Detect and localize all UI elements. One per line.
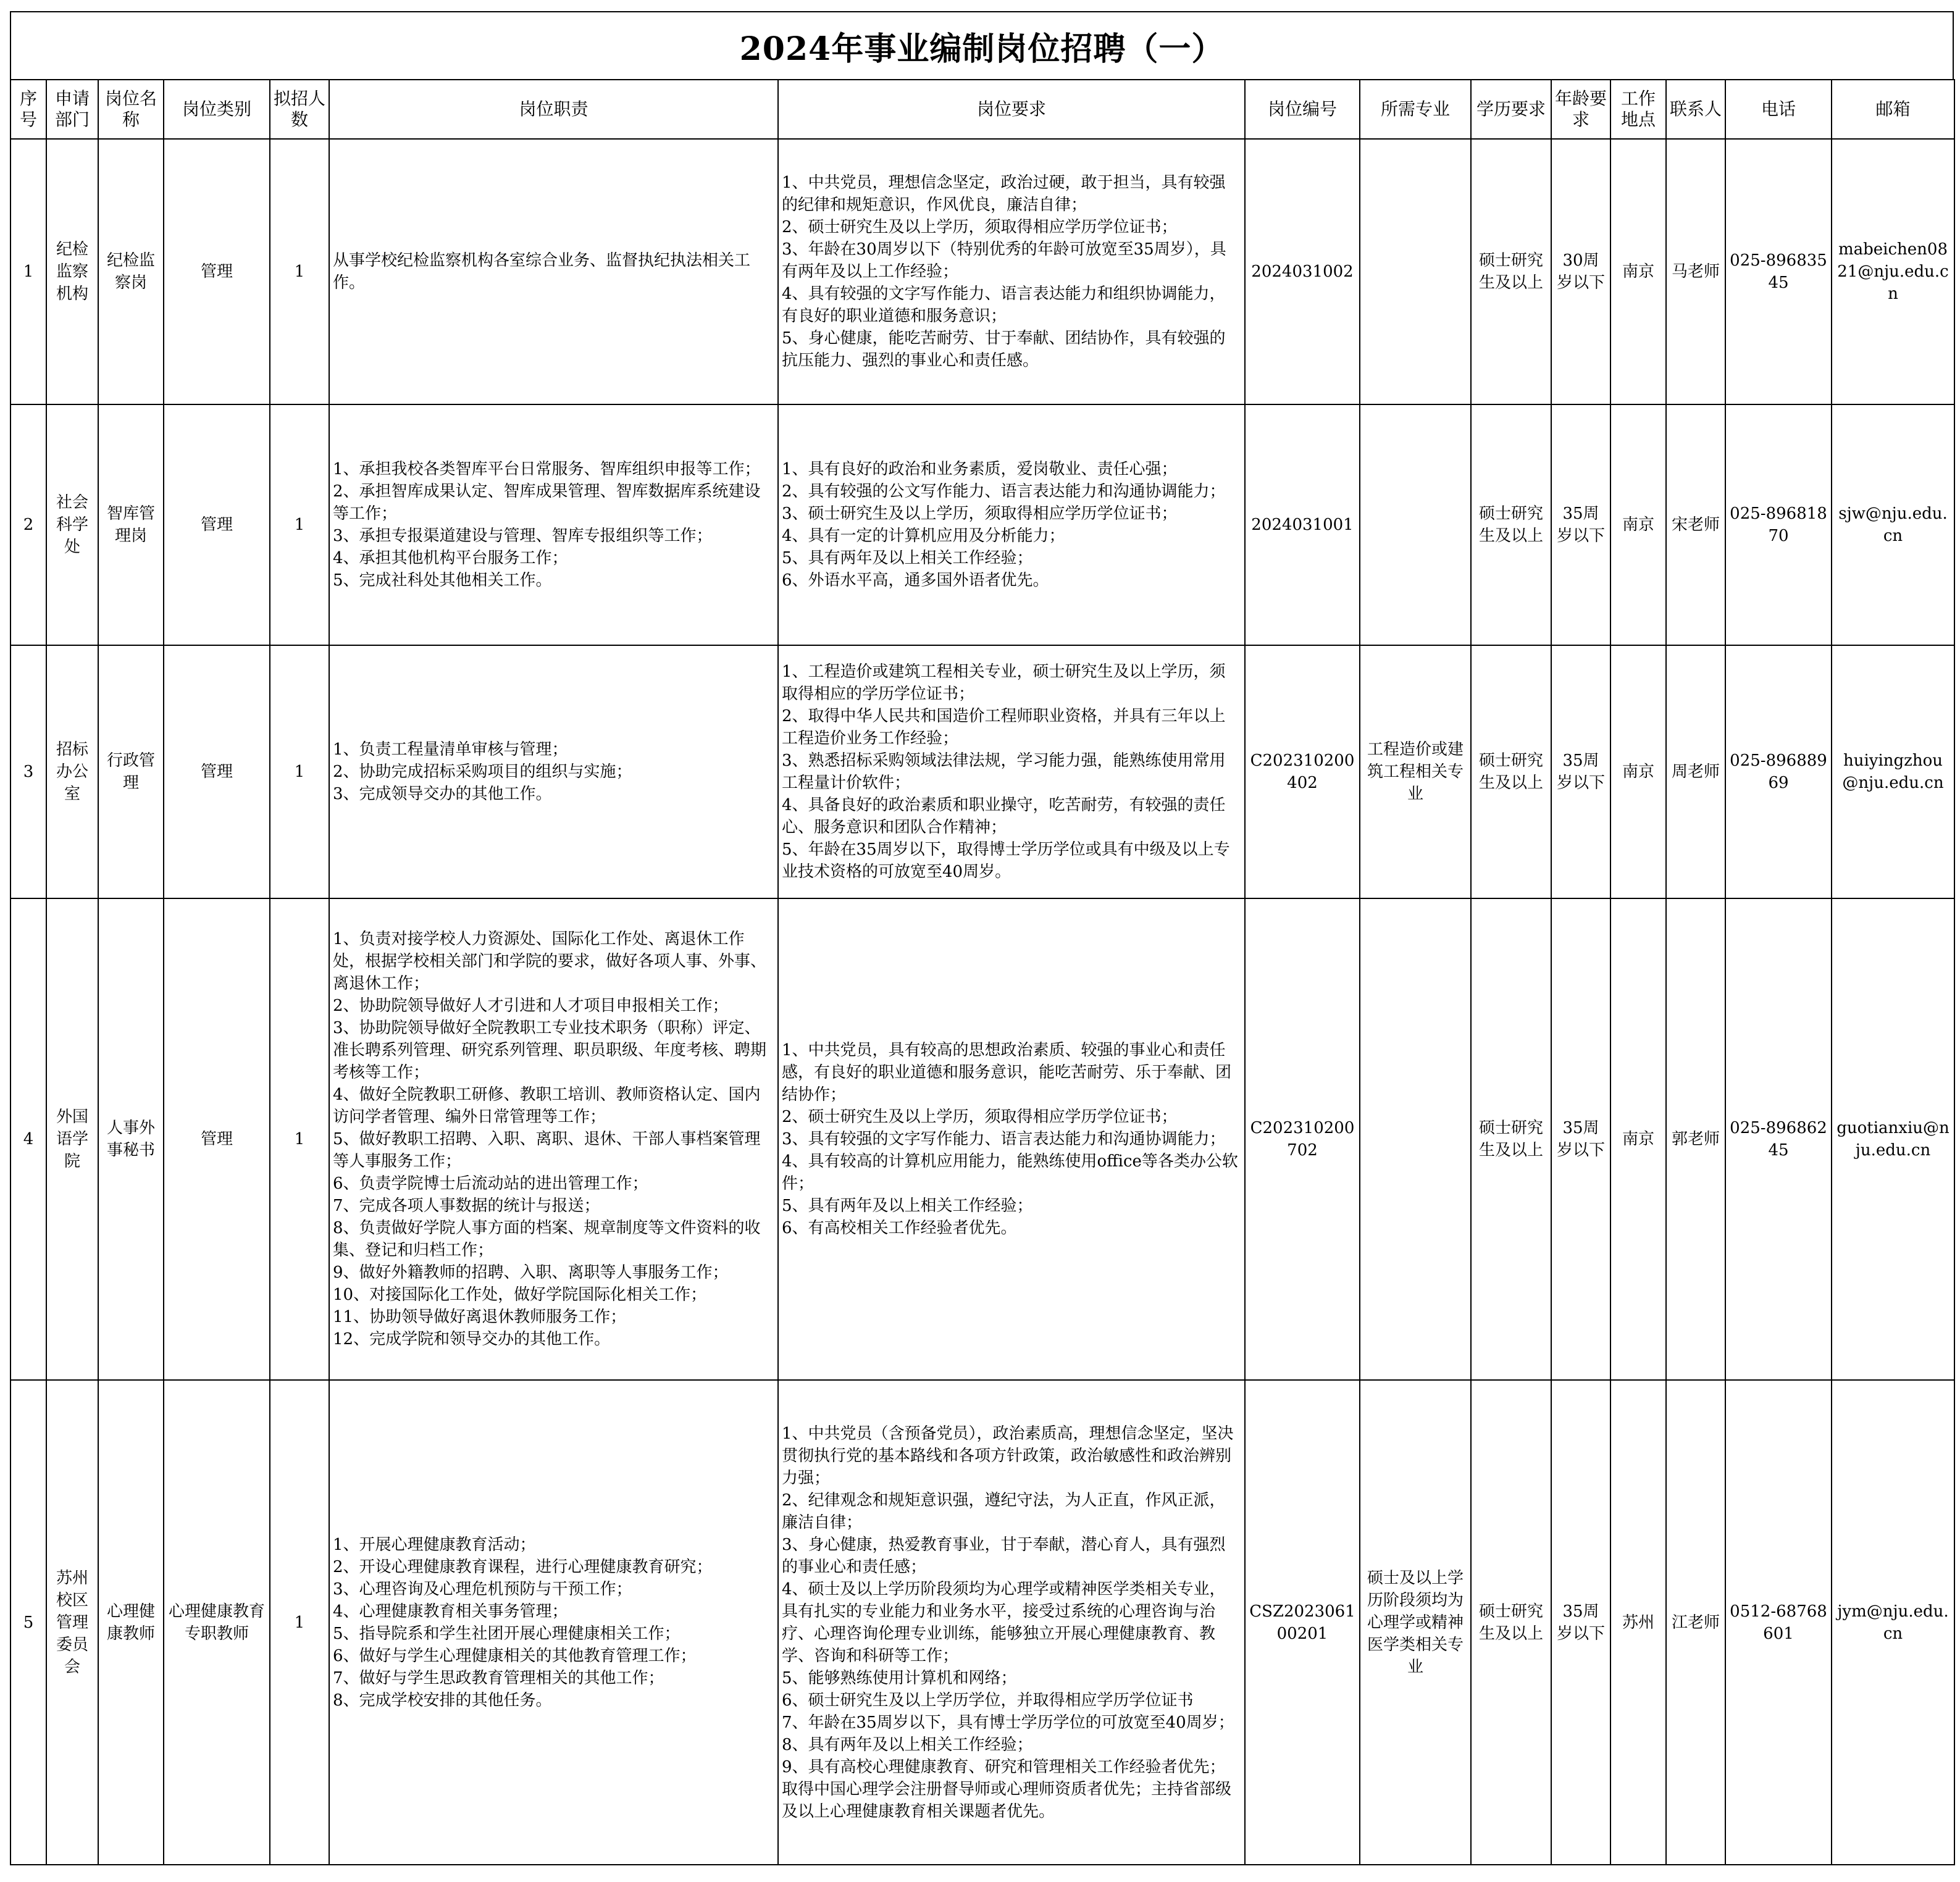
cell-email: guotianxiu@nju.edu.cn — [1832, 898, 1954, 1380]
cell-count: 1 — [270, 404, 329, 645]
cell-phone: 025-89688969 — [1725, 645, 1832, 898]
cell-requirements — [778, 404, 1245, 645]
cell-count: 1 — [270, 139, 329, 404]
cell-category: 心理健康教育专职教师 — [164, 1380, 270, 1865]
list-line: 2、承担智库成果认定、智库成果管理、智库数据库系统建设等工作； — [333, 482, 761, 523]
cell-location: 苏州 — [1610, 1380, 1666, 1865]
cell-email: sjw@nju.edu.cn — [1832, 404, 1954, 645]
cell-code: 2024031002 — [1245, 139, 1360, 404]
cell-count: 1 — [270, 1380, 329, 1865]
list-line: 1、开展心理健康教育活动； — [333, 1535, 536, 1554]
cell-code: C202310200702 — [1245, 898, 1360, 1380]
list-line: 从事学校纪检监察机构各室综合业务、监督执纪执法相关工作。 — [333, 251, 751, 292]
list-line: 8、完成学校安排的其他任务。 — [333, 1691, 552, 1710]
cell-dept: 外国语学院 — [46, 898, 98, 1380]
list-line: 5、具有两年及以上相关工作经验； — [782, 1197, 1033, 1215]
cell-contact: 郭老师 — [1666, 898, 1725, 1380]
list-line: 5、身心健康，能吃苦耐劳、甘于奉献、团结协作，具有较强的抗压能力、强烈的事业心和责任感。 — [782, 329, 1226, 370]
list-line: 6、外语水平高，通多国外语者优先。 — [782, 571, 1049, 590]
list-line: 1、中共党员，具有较高的思想政治素质、较强的事业心和责任感，有良好的职业道德和服务意识，能吃苦耐劳、乐于奉献、团结协作； — [782, 1041, 1232, 1104]
cell-no: 2 — [10, 404, 46, 645]
header-category: 岗位类别 — [164, 80, 270, 139]
list-line: 4、心理健康教育相关事务管理； — [333, 1602, 568, 1621]
header-count: 拟招人数 — [270, 80, 329, 139]
list-line: 1、具有良好的政治和业务素质，爱岗敬业、责任心强； — [782, 460, 1178, 479]
header-row — [10, 80, 1954, 139]
cell-no: 4 — [10, 898, 46, 1380]
list-line: 2、协助完成招标采购项目的组织与实施； — [333, 763, 632, 781]
list-line: 2、协助院领导做好人才引进和人才项目申报相关工作； — [333, 997, 729, 1015]
cell-category: 管理 — [164, 645, 270, 898]
list-line: 7、完成各项人事数据的统计与报送； — [333, 1197, 600, 1215]
cell-dept: 苏州校区管理委员会 — [46, 1380, 98, 1865]
header-contact: 联系人 — [1666, 80, 1725, 139]
table-row — [10, 139, 1954, 404]
cell-age: 35周岁以下 — [1551, 1380, 1610, 1865]
list-line: 3、具有较强的文字写作能力、语言表达能力和沟通协调能力； — [782, 1130, 1226, 1148]
header-duties: 岗位职责 — [329, 80, 778, 139]
list-line: 2、硕士研究生及以上学历，须取得相应学历学位证书； — [782, 218, 1178, 236]
header-no: 序号 — [10, 80, 46, 139]
list-line: 7、年龄在35周岁以下，具有博士学历学位的可放宽至40周岁； — [782, 1713, 1234, 1732]
list-line: 2、纪律观念和规矩意识强，遵纪守法，为人正直，作风正派，廉洁自律； — [782, 1491, 1226, 1532]
cell-major — [1360, 898, 1471, 1380]
list-line: 6、硕士研究生及以上学历学位，并取得相应学历学位证书 — [782, 1691, 1194, 1710]
cell-contact: 江老师 — [1666, 1380, 1725, 1865]
cell-phone: 025-89683545 — [1725, 139, 1832, 404]
cell-post: 人事外事秘书 — [98, 898, 164, 1380]
list-line: 2、硕士研究生及以上学历，须取得相应学历学位证书； — [782, 1108, 1178, 1126]
cell-contact: 马老师 — [1666, 139, 1725, 404]
list-line: 11、协助领导做好离退休教师服务工作； — [333, 1308, 627, 1326]
header-location: 工作地点 — [1610, 80, 1666, 139]
list-line: 3、完成领导交办的其他工作。 — [333, 785, 552, 803]
cell-duties — [329, 645, 778, 898]
cell-no: 3 — [10, 645, 46, 898]
page-title: 2024年事业编制岗位招聘（一） — [10, 11, 1954, 79]
list-line: 4、硕士及以上学历阶段须均为心理学或精神医学类相关专业，具有扎实的专业能力和业务水平，接受过系统的心理咨询与治疗、心理咨询伦理专业训练，能够独立开展心理健康教育、教学、咨询和科研等工作； — [782, 1579, 1226, 1665]
list-line: 1、中共党员（含预备党员），政治素质高，理想信念坚定，坚决贯彻执行党的基本路线和各项方针政策，政治敏感性和政治辨别力强； — [782, 1424, 1234, 1487]
cell-code: CSZ202306100201 — [1245, 1380, 1360, 1865]
list-line: 2、取得中华人民共和国造价工程师职业资格，并具有三年以上工程造价业务工作经验； — [782, 707, 1226, 748]
cell-email: huiyingzhou@nju.edu.cn — [1832, 645, 1954, 898]
header-phone: 电话 — [1725, 80, 1832, 139]
list-line: 5、年龄在35周岁以下，取得博士学历学位或具有中级及以上专业技术资格的可放宽至40周岁。 — [782, 840, 1230, 881]
cell-age: 30周岁以下 — [1551, 139, 1610, 404]
list-line: 1、工程造价或建筑工程相关专业，硕士研究生及以上学历，须取得相应的学历学位证书； — [782, 663, 1226, 703]
list-line: 8、具有两年及以上相关工作经验； — [782, 1735, 1033, 1754]
cell-location: 南京 — [1610, 139, 1666, 404]
cell-age: 35周岁以下 — [1551, 645, 1610, 898]
list-line: 4、具有较高的计算机应用能力，能熟练使用office等各类办公软件； — [782, 1152, 1238, 1193]
cell-requirements — [778, 645, 1245, 898]
cell-category: 管理 — [164, 898, 270, 1380]
list-line: 5、完成社科处其他相关工作。 — [333, 571, 552, 590]
cell-dept: 招标办公室 — [46, 645, 98, 898]
cell-post: 智库管理岗 — [98, 404, 164, 645]
table-row — [10, 898, 1954, 1380]
cell-post: 心理健康教师 — [98, 1380, 164, 1865]
list-line: 1、负责工程量清单审核与管理； — [333, 740, 568, 759]
cell-major: 硕士及以上学历阶段须均为心理学或精神医学类相关专业 — [1360, 1380, 1471, 1865]
cell-duties — [329, 139, 778, 404]
cell-duties — [329, 404, 778, 645]
cell-requirements — [778, 1380, 1245, 1865]
list-line: 6、做好与学生心理健康相关的其他教育管理工作； — [333, 1646, 697, 1665]
table-row — [10, 1380, 1954, 1865]
cell-phone: 0512-68768601 — [1725, 1380, 1832, 1865]
cell-education: 硕士研究生及以上 — [1471, 139, 1551, 404]
list-line: 4、具备良好的政治素质和职业操守，吃苦耐劳，有较强的责任心、服务意识和团队合作精神； — [782, 796, 1226, 837]
header-education: 学历要求 — [1471, 80, 1551, 139]
table-row — [10, 645, 1954, 898]
header-code: 岗位编号 — [1245, 80, 1360, 139]
cell-duties — [329, 898, 778, 1380]
header-requirements: 岗位要求 — [778, 80, 1245, 139]
cell-contact: 周老师 — [1666, 645, 1725, 898]
list-line: 3、年龄在30周岁以下（特别优秀的年龄可放宽至35周岁），具有两年及以上工作经验； — [782, 240, 1226, 281]
list-line: 12、完成学院和领导交办的其他工作。 — [333, 1330, 611, 1349]
cell-education: 硕士研究生及以上 — [1471, 898, 1551, 1380]
recruitment-table — [10, 79, 1955, 1865]
cell-code: C202310200402 — [1245, 645, 1360, 898]
cell-no: 5 — [10, 1380, 46, 1865]
cell-education: 硕士研究生及以上 — [1471, 404, 1551, 645]
list-line: 5、做好教职工招聘、入职、离职、退休、干部人事档案管理等人事服务工作； — [333, 1130, 761, 1171]
list-line: 6、负责学院博士后流动站的进出管理工作； — [333, 1174, 648, 1193]
cell-post: 纪检监察岗 — [98, 139, 164, 404]
cell-post: 行政管理 — [98, 645, 164, 898]
cell-category: 管理 — [164, 404, 270, 645]
list-line: 7、做好与学生思政教育管理相关的其他工作； — [333, 1668, 664, 1688]
cell-major: 工程造价或建筑工程相关专业 — [1360, 645, 1471, 898]
list-line: 3、承担专报渠道建设与管理、智库专报组织等工作； — [333, 527, 713, 545]
cell-phone: 025-89686245 — [1725, 898, 1832, 1380]
list-line: 8、负责做好学院人事方面的档案、规章制度等文件资料的收集、登记和归档工作； — [333, 1219, 761, 1260]
list-line: 2、具有较强的公文写作能力、语言表达能力和沟通协调能力； — [782, 482, 1226, 501]
list-line: 2、开设心理健康教育课程，进行心理健康教育研究； — [333, 1557, 713, 1576]
list-line: 3、熟悉招标采购领域法律法规，学习能力强，能熟练使用常用工程量计价软件； — [782, 751, 1226, 792]
list-line: 3、硕士研究生及以上学历，须取得相应学历学位证书； — [782, 504, 1178, 523]
cell-count: 1 — [270, 645, 329, 898]
list-line: 3、心理咨询及心理危机预防与干预工作； — [333, 1579, 632, 1599]
cell-contact: 宋老师 — [1666, 404, 1725, 645]
cell-phone: 025-89681870 — [1725, 404, 1832, 645]
header-major: 所需专业 — [1360, 80, 1471, 139]
cell-education: 硕士研究生及以上 — [1471, 1380, 1551, 1865]
cell-count: 1 — [270, 898, 329, 1380]
table-row — [10, 404, 1954, 645]
list-line: 1、承担我校各类智库平台日常服务、智库组织申报等工作； — [333, 460, 761, 479]
list-line: 4、做好全院教职工研修、教职工培训、教师资格认定、国内访问学者管理、编外日常管理等工作； — [333, 1085, 761, 1126]
cell-age: 35周岁以下 — [1551, 404, 1610, 645]
header-email: 邮箱 — [1832, 80, 1954, 139]
list-line: 3、身心健康，热爱教育事业，甘于奉献，潜心育人，具有强烈的事业心和责任感； — [782, 1535, 1226, 1576]
list-line: 5、能够熟练使用计算机和网络； — [782, 1668, 1017, 1688]
list-line: 3、协助院领导做好全院教职工专业技术职务（职称）评定、准长聘系列管理、研究系列管理、职员职级、年度考核、聘期考核等工作； — [333, 1019, 767, 1082]
list-line: 4、具有较强的文字写作能力、语言表达能力和组织协调能力，有良好的职业道德和服务意识； — [782, 285, 1226, 325]
cell-location: 南京 — [1610, 898, 1666, 1380]
list-line: 9、具有高校心理健康教育、研究和管理相关工作经验者优先；取得中国心理学会注册督导师或心理师资质者优先；主持省部级及以上心理健康教育相关课题者优先。 — [782, 1757, 1232, 1821]
cell-dept: 社会科学处 — [46, 404, 98, 645]
header-age: 年龄要求 — [1551, 80, 1610, 139]
header-dept: 申请部门 — [46, 80, 98, 139]
cell-category: 管理 — [164, 139, 270, 404]
list-line: 6、有高校相关工作经验者优先。 — [782, 1219, 1017, 1237]
list-line: 9、做好外籍教师的招聘、入职、离职等人事服务工作； — [333, 1263, 729, 1282]
list-line: 1、负责对接学校人力资源处、国际化工作处、离退休工作处，根据学校相关部门和学院的要求，做好各项人事、外事、离退休工作； — [333, 930, 767, 993]
cell-no: 1 — [10, 139, 46, 404]
list-line: 5、指导院系和学生社团开展心理健康相关工作； — [333, 1624, 681, 1643]
cell-major — [1360, 404, 1471, 645]
cell-code: 2024031001 — [1245, 404, 1360, 645]
list-line: 10、对接国际化工作处，做好学院国际化相关工作； — [333, 1286, 707, 1304]
cell-email: mabeichen0821@nju.edu.cn — [1832, 139, 1954, 404]
recruitment-sheet — [10, 11, 1954, 1865]
list-line: 4、具有一定的计算机应用及分析能力； — [782, 527, 1065, 545]
cell-duties — [329, 1380, 778, 1865]
list-line: 5、具有两年及以上相关工作经验； — [782, 549, 1033, 567]
cell-location: 南京 — [1610, 645, 1666, 898]
cell-requirements — [778, 898, 1245, 1380]
list-line: 1、中共党员，理想信念坚定，政治过硬，敢于担当，具有较强的纪律和规矩意识，作风优良，廉洁自律； — [782, 174, 1226, 214]
list-line: 4、承担其他机构平台服务工作； — [333, 549, 568, 567]
cell-education: 硕士研究生及以上 — [1471, 645, 1551, 898]
header-post: 岗位名称 — [98, 80, 164, 139]
cell-major — [1360, 139, 1471, 404]
cell-age: 35周岁以下 — [1551, 898, 1610, 1380]
cell-location: 南京 — [1610, 404, 1666, 645]
cell-requirements — [778, 139, 1245, 404]
cell-email: jym@nju.edu.cn — [1832, 1380, 1954, 1865]
cell-dept: 纪检监察机构 — [46, 139, 98, 404]
